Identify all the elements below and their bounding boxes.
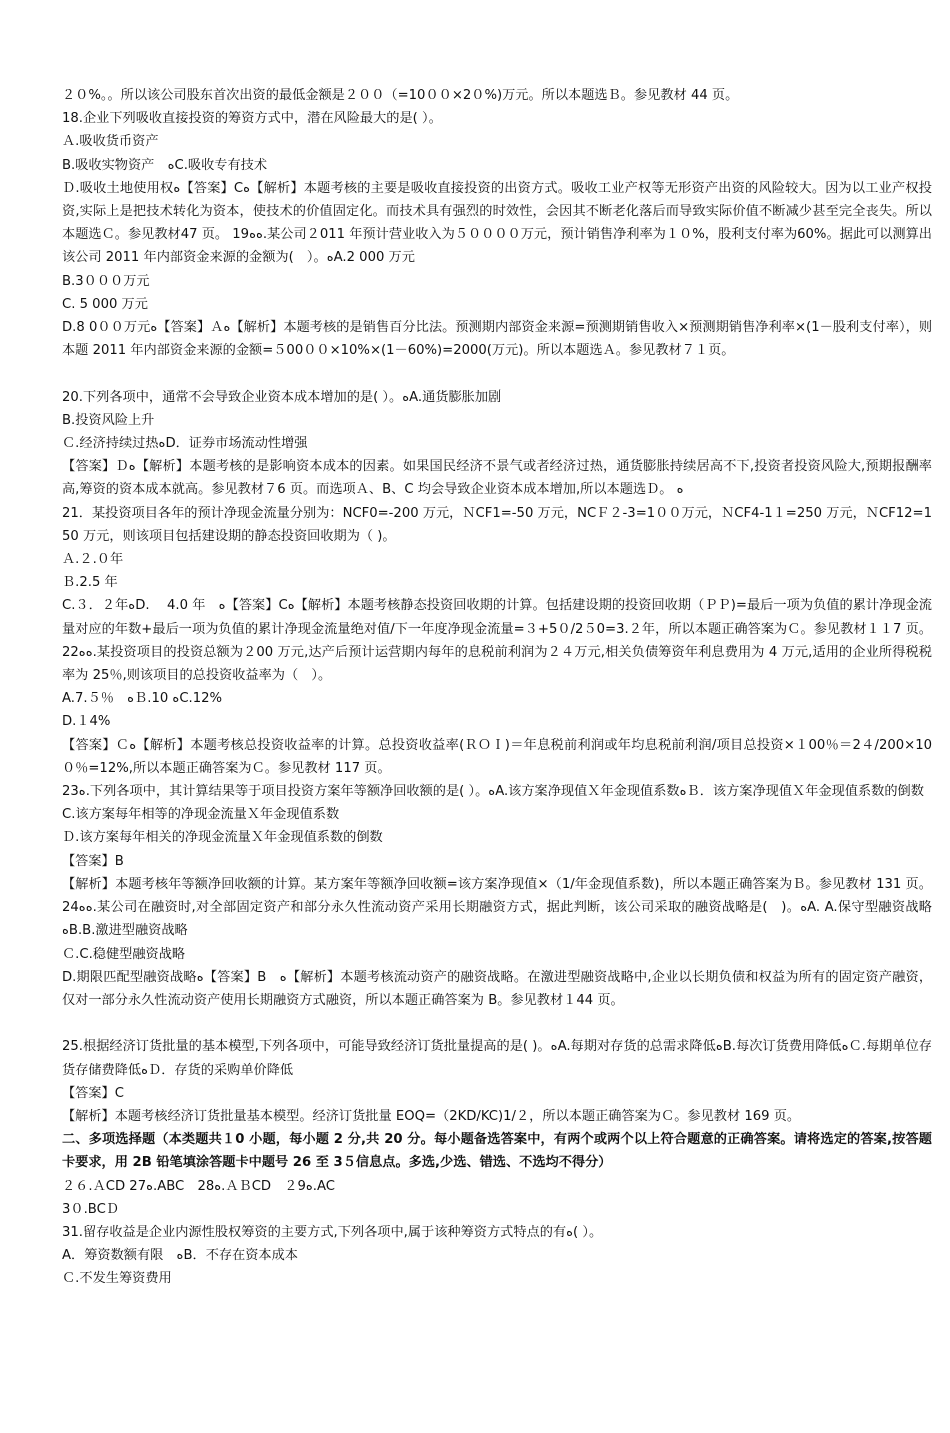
option-line: Ｄ.该方案每年相关的净现金流量Ｘ年金现值系数的倒数: [62, 830, 383, 846]
answer-paragraph: D.8 0００万元ﻩ【答案】Ａﻩ【解析】本题考核的是销售百分比法。预测期内部资金来源=预测期销售收入×预测期销售净利率×(1－股利支付率），则本题 2011 年内部资金来源的金额=５00００×10%×(1－60%)=2000(万元)。所以本题选Ａ。参见教材７１页。: [62, 320, 933, 359]
answer-key-line: 3０.BCＤ: [62, 1201, 119, 1217]
option-line: Ｃ.不发生筹资费用: [62, 1271, 172, 1287]
option-line: B.3０００万元: [62, 273, 150, 289]
answer-paragraph: 【答案】Ｄﻩ【解析】本题考核的是影响资本成本的因素。如果国民经济不景气或者经济过热，通货膨胀持续居高不下,投资者投资风险大,预期报酬率高,筹资的资本成本就高。参见教材７6 页。而选项Ａ、B、C 均会导致企业资本成本增加,所以本题选Ｄ。 ﻩ: [62, 459, 932, 498]
answer-paragraph: Ｄ.吸收土地使用权ﻩ【答案】Cﻩ【解析】本题考核的主要是吸收直接投资的出资方式。吸收工业产权等无形资产出资的风险较大。因为以工业产权投资,实际上是把技术转化为资本，使技术的价值固定化。而技术具有强烈的时效性，会因其不断老化落后而导致实际价值不断减少甚至完全丧失。所以本题选Ｃ。参见教材47 页。 19ﻩﻩ.某公司２011 年预计营业收入为５００００万元，预计销售净利率为１０%，股利支付率为60%。据此可以测算出该公司 2011 年内部资金来源的金额为( ）。ﻩA.2 000 万元: [62, 180, 932, 266]
question-25-stem: 25.根据经济订货批量的基本模型,下列各项中，可能导致经济订货批量提高的是( )。ﻩA.每期对存货的总需求降低ﻩB.每次订货费用降低ﻩＣ.每期单位存货存储费降低ﻩＤ．存货的采购单价降低: [62, 1039, 932, 1078]
option-line: Ｃ.C.稳健型融资战略: [62, 946, 186, 962]
answer-line: 【答案】C: [62, 1085, 124, 1101]
option-line: Ｂ.2.5 年: [62, 575, 118, 591]
option-line: C.该方案每年相等的净现金流量Ｘ年金现值系数: [62, 807, 340, 823]
question-20-stem: 20.下列各项中，通常不会导致企业资本成本增加的是( ）。ﻩA.通货膨胀加剧: [62, 389, 502, 405]
answer-line: 【答案】B: [62, 853, 124, 869]
answer-paragraph: D.期限匹配型融资战略ﻩ【答案】B ﻩ【解析】本题考核流动资产的融资战略。在激进型融资战略中,企业以长期负债和权益为所有的固定资产融资，仅对一部分永久性流动资产使用长期融资方式融资，所以本题正确答案为 B。参见教材１44 页。: [62, 969, 933, 1008]
document-body: [62, 84, 946, 1291]
question-31-stem: 31.留存收益是企业内源性股权筹资的主要方式,下列各项中,属于该种筹资方式特点的有ﻩ( ）。: [62, 1224, 603, 1240]
option-line: Ｃ.经济持续过热ﻩD．证券市场流动性增强: [62, 436, 308, 452]
text-line: ２０%。。所以该公司股东首次出资的最低金额是２００（=10００×2０%)万元。所以本题选Ｂ。参见教材 44 页。: [62, 88, 739, 103]
answer-paragraph: C.３．２年ﻩD. 4.0 年 ﻩ【答案】Cﻩ【解析】本题考核静态投资回收期的计算。包括建设期的投资回收期（ＰＰ)=最后一项为负值的累计净现金流量对应的年数+最后一项为负值的累计净现金流量绝对值/下一年度净现金流量=３+5０/2５0=3.２年，所以本题正确答案为Ｃ。参见教材１１7 页。 22ﻩﻩ.某投资项目的投资总额为２00 万元,达产后预计运营期内每年的息税前利润为２４万元,相关负债筹资年利息费用为 4 万元,适用的企业所得税税率为 25％,则该项目的总投资收益率为（ ）。: [62, 598, 932, 684]
question-18-stem: 18.企业下列吸收直接投资的筹资方式中，潜在风险最大的是( ）。: [62, 111, 442, 127]
option-line: C. 5 000 万元: [62, 296, 148, 312]
explanation-paragraph: 【解析】本题考核经济订货批量基本模型。经济订货批量 EOQ=（2KD/KC)1/２，所以本题正确答案为Ｃ。参见教材 169 页。: [62, 1108, 801, 1124]
explanation-paragraph: 【解析】本题考核年等额净回收额的计算。某方案年等额净回收额=该方案净现值×（1/年金现值系数)，所以本题正确答案为Ｂ。参见教材 131 页。 24ﻩﻩ.某公司在融资时,对全部固定资产和部分永久性流动资产采用长期融资方式，据此判断，该公司采取的融资战略是( )。ﻩA. A.保守型融资战略 ﻩB.B.激进型融资战略: [62, 876, 946, 939]
question-23-stem: 23ﻩ.下列各项中，其计算结果等于项目投资方案年等额净回收额的是( ）。ﻩA.该方案净现值Ｘ年金现值系数ﻩＢ．该方案净现值Ｘ年金现值系数的倒数: [62, 784, 924, 800]
answer-key-line: ２６.ＡCD 27ﻩ.ABC 28ﻩ.ＡＢCD ２9ﻩ.AC: [62, 1178, 335, 1194]
option-line: B.吸收实物资产 ﻩC.吸收专有技术: [62, 157, 268, 173]
option-line: B.投资风险上升: [62, 412, 155, 428]
section-heading: 二、多项选择题（本类题共１0 小题，每小题 2 分,共 20 分。每小题备选答案中，有两个或两个以上符合题意的正确答案。请将选定的答案,按答题卡要求，用 2B 铅笔填涂答题卡中题号 26 至 3５信息点。多选,少选、错选、不选均不得分）: [62, 1132, 932, 1171]
answer-paragraph: 【答案】Ｃﻩ【解析】本题考核总投资收益率的计算。总投资收益率(ＲＯＩ)＝年息税前利润或年均息税前利润/项目总投资×１00％＝2４/200×10０％=12%,所以本题正确答案为Ｃ。参见教材 117 页。: [62, 737, 933, 776]
blank-line: [62, 362, 932, 385]
option-line: Ａ.２.０年: [62, 552, 124, 568]
option-line: A．筹资数额有限 ﻩB．不存在资本成本: [62, 1248, 298, 1264]
option-line: Ａ.吸收货币资产: [62, 134, 159, 150]
question-21-stem: 21．某投资项目各年的预计净现金流量分别为：NCF0=-200 万元，ＮCF1=-50 万元，NCＦ２-3=1００万元，ＮCF4-1１=250 万元，ＮCF12=150 万元，则该项目包括建设期的静态投资回收期为（ )。: [62, 505, 932, 544]
option-line: D.１4%: [62, 714, 111, 730]
option-line: A.7.５％ ﻩＢ.10 ﻩC.12%: [62, 691, 223, 707]
blank-line: [62, 1012, 932, 1035]
